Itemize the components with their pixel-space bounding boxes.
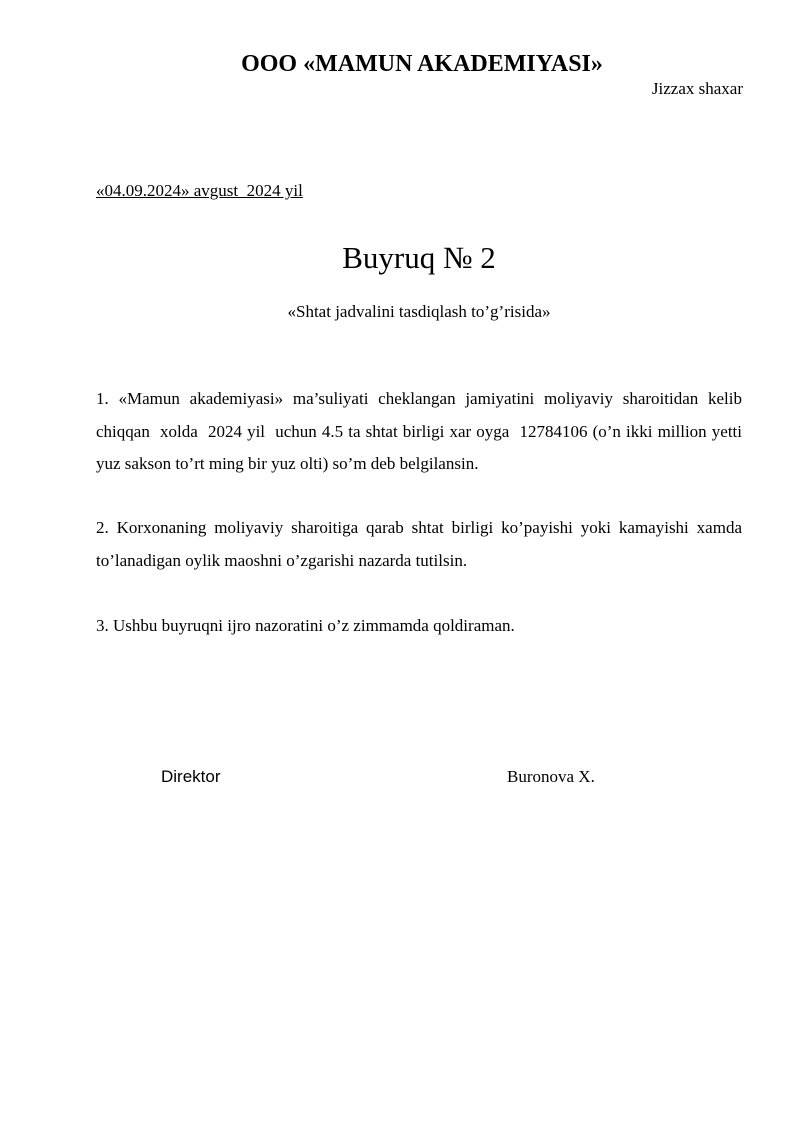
order-title: Buyruq № 2 xyxy=(342,240,496,275)
signatory-role: Direktor xyxy=(161,767,221,786)
order-paragraph-2: 2. Korxonaning moliyaviy sharoitiga qarab shtat birligi ko’payishi yoki kamayishi xamda to’lanadigan oylik maoshni o’zgarishi nazarda tutilsin. xyxy=(96,518,747,570)
city-name: Jizzax shaxar xyxy=(651,79,743,98)
document-date: «04.09.2024» avgust 2024 yil xyxy=(96,181,303,200)
order-paragraph-3: 3. Ushbu buyruqni ijro nazoratini o’z zimmamda qoldiraman. xyxy=(96,616,515,635)
organization-title: OOO «MAMUN AKADEMIYASI» xyxy=(241,51,603,77)
order-subject: «Shtat jadvalini tasdiqlash to’g’risida» xyxy=(287,302,551,321)
order-paragraph-1: 1. «Mamun akademiyasi» ma’suliyati cheklangan jamiyatini moliyaviy sharoitidan kelib chiqqan xolda 2024 yil uchun 4.5 ta shtat birligi xar oyga 12784106 (o’n ikki million yetti yuz sakson to’rt ming bir yuz olti) so’m deb belgilansin. xyxy=(96,389,747,473)
signatory-name: Buronova X. xyxy=(507,767,595,786)
